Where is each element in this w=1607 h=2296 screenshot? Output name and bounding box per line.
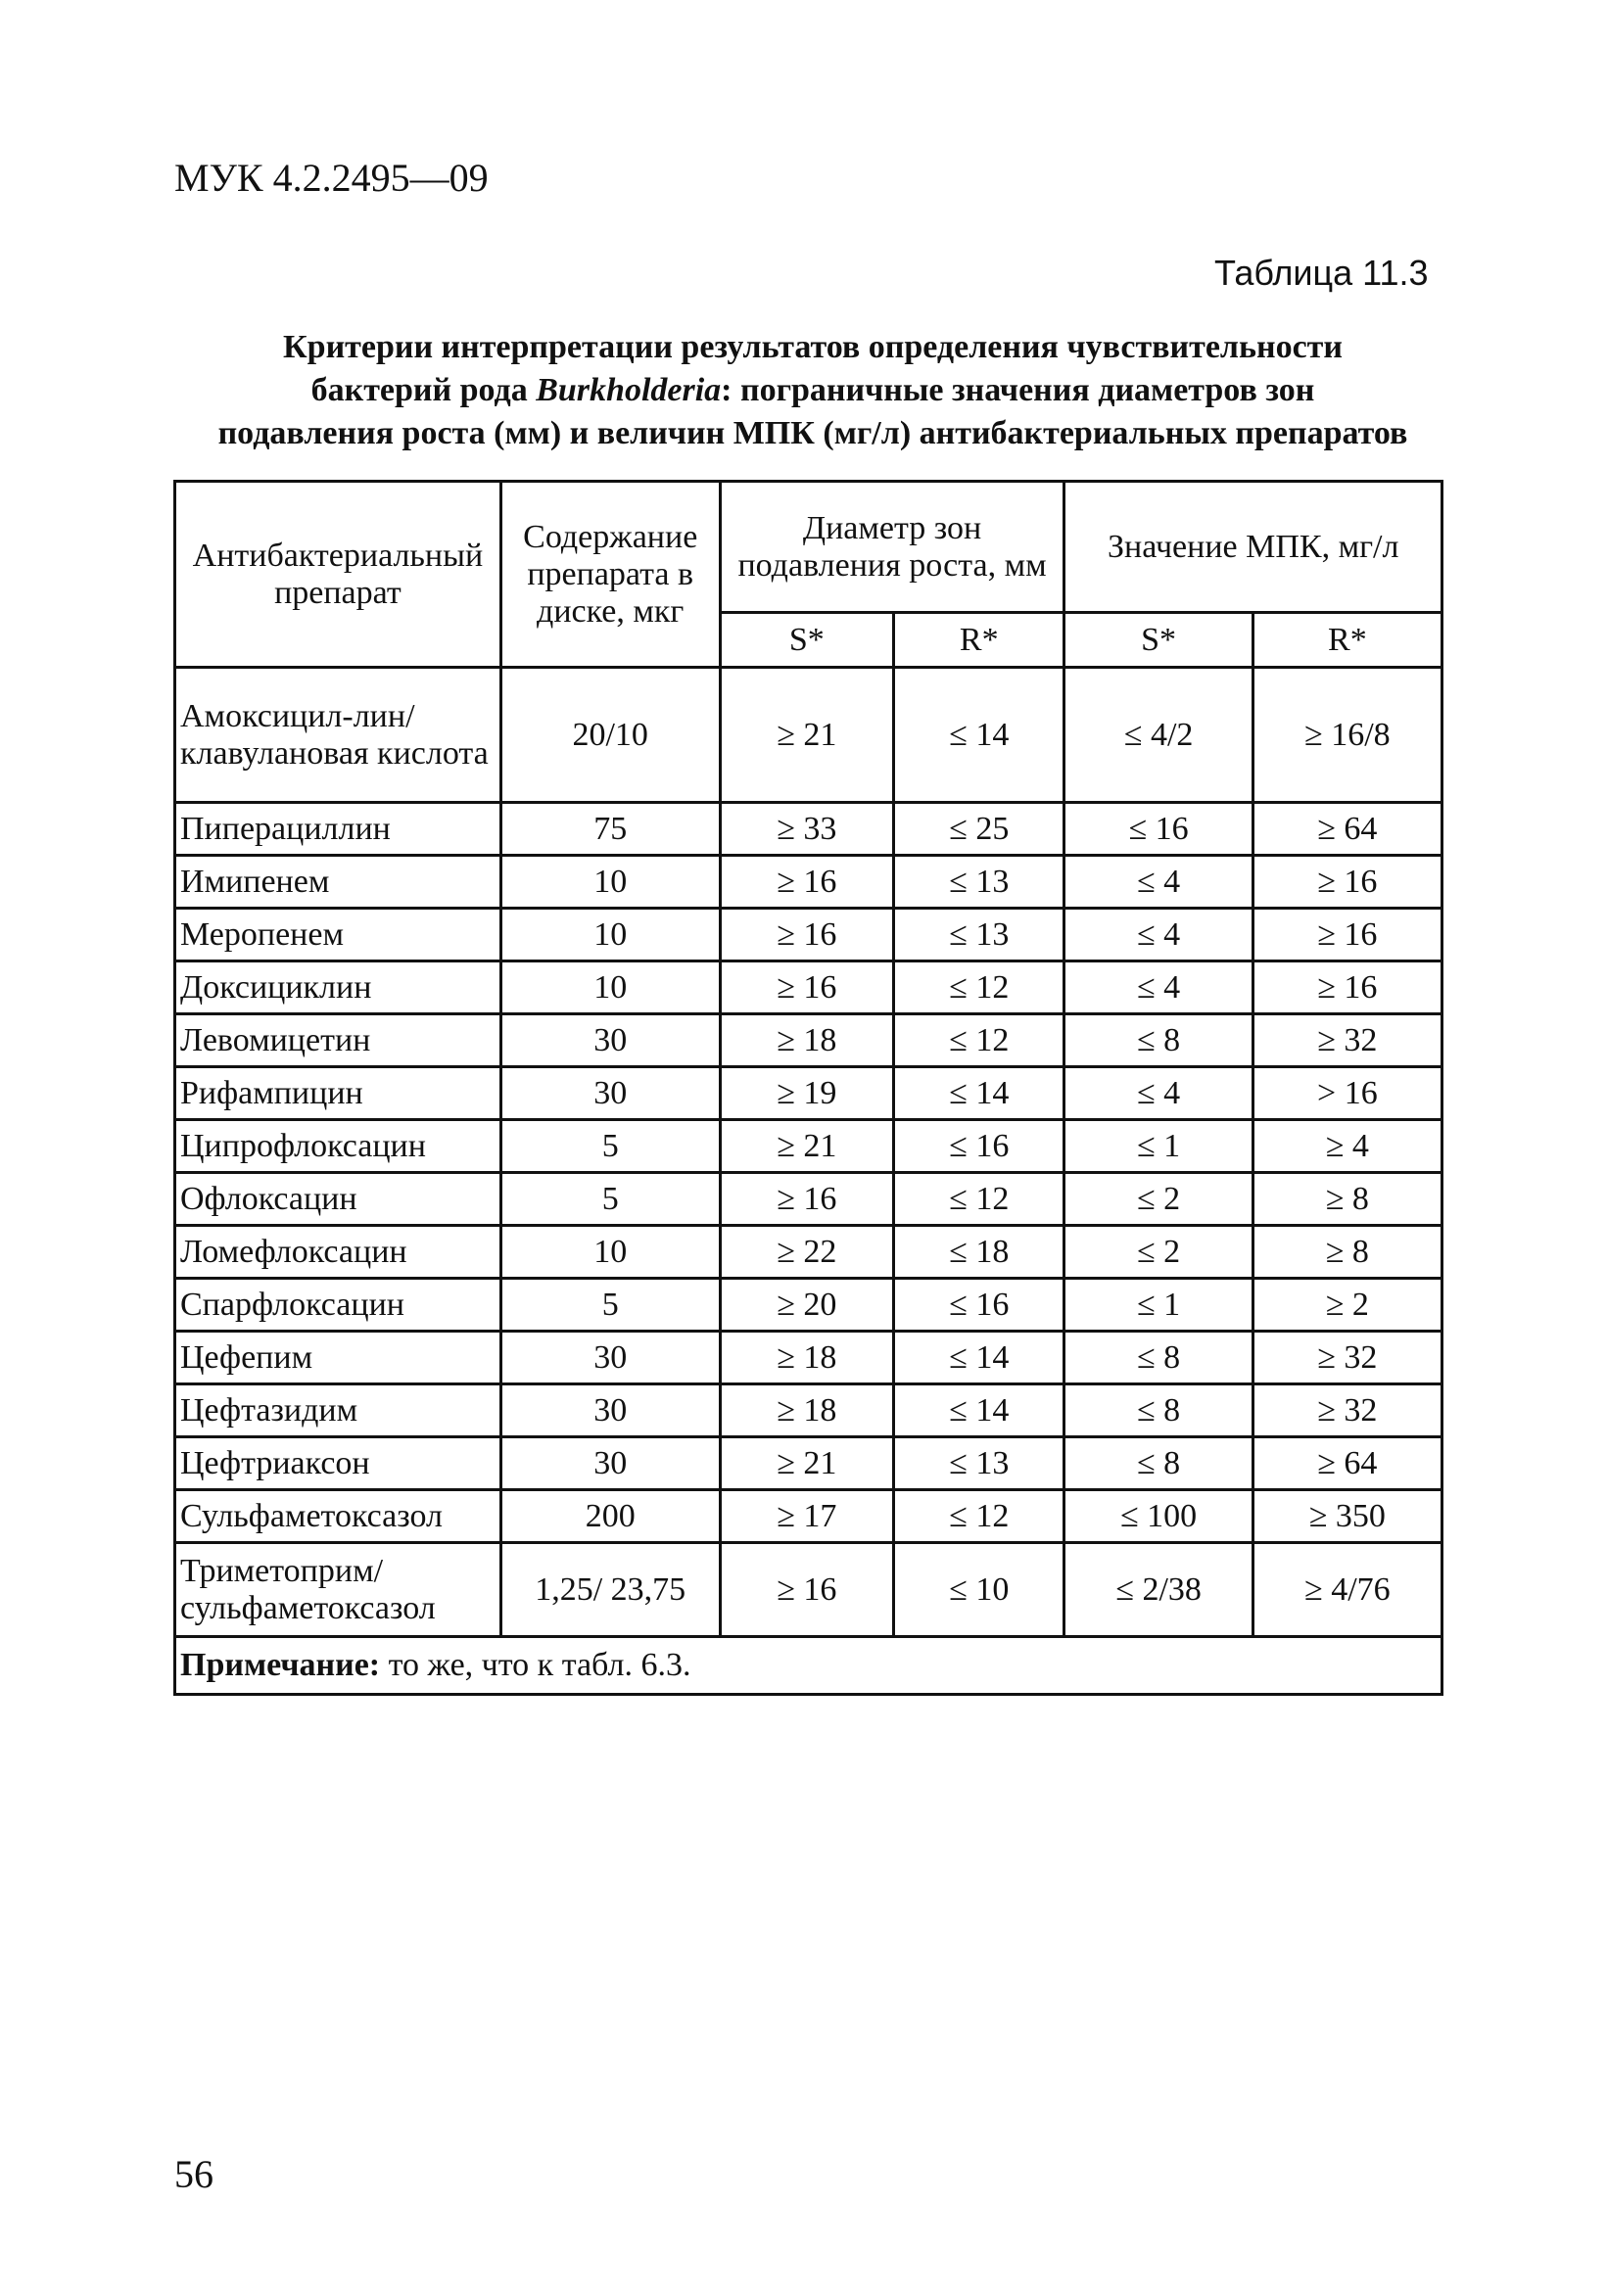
cell-zone-r: ≤ 12 xyxy=(894,961,1064,1014)
cell-mic-r: ≥ 64 xyxy=(1253,803,1442,856)
cell-mic-s: ≤ 4/2 xyxy=(1064,668,1253,803)
header-zone-r: R* xyxy=(894,613,1064,668)
cell-mic-s: ≤ 4 xyxy=(1064,856,1253,909)
cell-content: 75 xyxy=(500,803,720,856)
header-mic: Значение МПК, мг/л xyxy=(1064,482,1442,613)
cell-zone-r: ≤ 13 xyxy=(894,909,1064,961)
header-mic-r: R* xyxy=(1253,613,1442,668)
cell-zone-r: ≤ 13 xyxy=(894,1437,1064,1490)
cell-mic-s: ≤ 8 xyxy=(1064,1332,1253,1384)
caption-line-2 xyxy=(157,369,1469,412)
cell-mic-s: ≤ 8 xyxy=(1064,1384,1253,1437)
cell-zone-s: ≥ 16 xyxy=(720,909,893,961)
cell-drug: Цефтриаксон xyxy=(175,1437,501,1490)
cell-zone-s: ≥ 18 xyxy=(720,1384,893,1437)
cell-zone-s: ≥ 16 xyxy=(720,856,893,909)
table-row xyxy=(175,1543,1442,1637)
cell-content: 10 xyxy=(500,856,720,909)
cell-mic-r: ≥ 2 xyxy=(1253,1279,1442,1332)
cell-content: 30 xyxy=(500,1332,720,1384)
caption-line-1: Критерии интерпретации результатов определения чувствительности xyxy=(283,329,1343,365)
cell-content: 30 xyxy=(500,1014,720,1067)
note-text: то же, что к табл. 6.3. xyxy=(380,1647,691,1683)
table-row xyxy=(175,1226,1442,1279)
cell-mic-s: ≤ 4 xyxy=(1064,909,1253,961)
cell-zone-r: ≤ 14 xyxy=(894,668,1064,803)
cell-zone-r: ≤ 16 xyxy=(894,1120,1064,1173)
caption-line-2-end: : пограничные значения диаметров зон xyxy=(721,372,1315,408)
cell-content: 1,25/ 23,75 xyxy=(500,1543,720,1637)
cell-mic-r: ≥ 350 xyxy=(1253,1490,1442,1543)
cell-zone-s: ≥ 18 xyxy=(720,1014,893,1067)
table-row xyxy=(175,1173,1442,1226)
cell-zone-s: ≥ 20 xyxy=(720,1279,893,1332)
cell-zone-s: ≥ 16 xyxy=(720,961,893,1014)
table-row xyxy=(175,668,1442,803)
cell-mic-r: ≥ 32 xyxy=(1253,1384,1442,1437)
cell-drug: Амоксицил-лин/клавулановая кислота xyxy=(175,668,501,803)
table-row xyxy=(175,909,1442,961)
cell-zone-r: ≤ 12 xyxy=(894,1014,1064,1067)
criteria-table xyxy=(173,480,1443,1696)
cell-mic-r: ≥ 16 xyxy=(1253,961,1442,1014)
cell-mic-r: ≥ 64 xyxy=(1253,1437,1442,1490)
cell-zone-r: ≤ 14 xyxy=(894,1332,1064,1384)
cell-zone-s: ≥ 17 xyxy=(720,1490,893,1543)
cell-content: 30 xyxy=(500,1437,720,1490)
table-row xyxy=(175,1279,1442,1332)
cell-zone-s: ≥ 19 xyxy=(720,1067,893,1120)
table-number: Таблица 11.3 xyxy=(1214,253,1429,293)
cell-drug: Триметоприм/ сульфаметоксазол xyxy=(175,1543,501,1637)
cell-mic-r: ≥ 32 xyxy=(1253,1332,1442,1384)
cell-mic-s: ≤ 4 xyxy=(1064,1067,1253,1120)
cell-zone-r: ≤ 12 xyxy=(894,1490,1064,1543)
caption-line-2-start: бактерий рода xyxy=(310,372,537,408)
cell-zone-s: ≥ 16 xyxy=(720,1543,893,1637)
cell-drug: Цефепим xyxy=(175,1332,501,1384)
cell-zone-r: ≤ 14 xyxy=(894,1067,1064,1120)
header-drug: Антибактериальный препарат xyxy=(175,482,501,668)
cell-mic-s: ≤ 4 xyxy=(1064,961,1253,1014)
cell-content: 10 xyxy=(500,909,720,961)
cell-zone-s: ≥ 21 xyxy=(720,1120,893,1173)
cell-content: 5 xyxy=(500,1279,720,1332)
cell-content: 10 xyxy=(500,961,720,1014)
cell-zone-s: ≥ 21 xyxy=(720,1437,893,1490)
cell-zone-r: ≤ 18 xyxy=(894,1226,1064,1279)
cell-drug: Офлоксацин xyxy=(175,1173,501,1226)
cell-drug: Левомицетин xyxy=(175,1014,501,1067)
table-row xyxy=(175,1067,1442,1120)
cell-mic-s: ≤ 2/38 xyxy=(1064,1543,1253,1637)
cell-mic-s: ≤ 100 xyxy=(1064,1490,1253,1543)
cell-zone-r: ≤ 14 xyxy=(894,1384,1064,1437)
cell-mic-r: ≥ 16 xyxy=(1253,909,1442,961)
table-row xyxy=(175,1120,1442,1173)
cell-mic-r: > 16 xyxy=(1253,1067,1442,1120)
cell-content: 20/10 xyxy=(500,668,720,803)
cell-mic-s: ≤ 2 xyxy=(1064,1173,1253,1226)
caption-genus: Burkholderia xyxy=(536,372,722,408)
note-label: Примечание: xyxy=(180,1647,381,1683)
header-mic-s: S* xyxy=(1064,613,1253,668)
table-row xyxy=(175,961,1442,1014)
table-note xyxy=(175,1637,1442,1695)
cell-mic-r: ≥ 16/8 xyxy=(1253,668,1442,803)
header-content: Содержание препарата в диске, мкг xyxy=(500,482,720,668)
cell-mic-s: ≤ 16 xyxy=(1064,803,1253,856)
cell-drug: Пиперациллин xyxy=(175,803,501,856)
cell-zone-s: ≥ 16 xyxy=(720,1173,893,1226)
cell-zone-r: ≤ 12 xyxy=(894,1173,1064,1226)
table-row xyxy=(175,1332,1442,1384)
cell-content: 5 xyxy=(500,1173,720,1226)
cell-drug: Меропенем xyxy=(175,909,501,961)
cell-drug: Спарфлоксацин xyxy=(175,1279,501,1332)
cell-drug: Имипенем xyxy=(175,856,501,909)
cell-zone-s: ≥ 18 xyxy=(720,1332,893,1384)
cell-zone-s: ≥ 33 xyxy=(720,803,893,856)
cell-mic-s: ≤ 8 xyxy=(1064,1014,1253,1067)
cell-zone-s: ≥ 22 xyxy=(720,1226,893,1279)
cell-zone-r: ≤ 16 xyxy=(894,1279,1064,1332)
cell-zone-r: ≤ 25 xyxy=(894,803,1064,856)
table-row xyxy=(175,1014,1442,1067)
cell-mic-r: ≥ 8 xyxy=(1253,1226,1442,1279)
cell-drug: Доксициклин xyxy=(175,961,501,1014)
cell-zone-r: ≤ 13 xyxy=(894,856,1064,909)
cell-zone-r: ≤ 10 xyxy=(894,1543,1064,1637)
cell-content: 30 xyxy=(500,1384,720,1437)
table-row xyxy=(175,1384,1442,1437)
caption-line-3: подавления роста (мм) и величин МПК (мг/л) антибактериальных препаратов xyxy=(217,415,1408,451)
cell-content: 30 xyxy=(500,1067,720,1120)
cell-content: 5 xyxy=(500,1120,720,1173)
cell-drug: Сульфаметоксазол xyxy=(175,1490,501,1543)
note-row xyxy=(175,1637,1442,1695)
page-number: 56 xyxy=(174,2152,213,2196)
document-code: МУК 4.2.2495—09 xyxy=(174,156,489,200)
cell-mic-r: ≥ 8 xyxy=(1253,1173,1442,1226)
header-zone-diameter: Диаметр зон подавления роста, мм xyxy=(720,482,1064,613)
cell-content: 200 xyxy=(500,1490,720,1543)
cell-drug: Ципрофлоксацин xyxy=(175,1120,501,1173)
cell-mic-s: ≤ 1 xyxy=(1064,1279,1253,1332)
cell-drug: Рифампицин xyxy=(175,1067,501,1120)
cell-content: 10 xyxy=(500,1226,720,1279)
cell-mic-s: ≤ 2 xyxy=(1064,1226,1253,1279)
cell-mic-r: ≥ 32 xyxy=(1253,1014,1442,1067)
header-zone-s: S* xyxy=(720,613,893,668)
cell-mic-r: ≥ 16 xyxy=(1253,856,1442,909)
cell-drug: Цефтазидим xyxy=(175,1384,501,1437)
table-row xyxy=(175,803,1442,856)
cell-drug: Ломефлоксацин xyxy=(175,1226,501,1279)
cell-mic-r: ≥ 4 xyxy=(1253,1120,1442,1173)
cell-mic-r: ≥ 4/76 xyxy=(1253,1543,1442,1637)
cell-mic-s: ≤ 8 xyxy=(1064,1437,1253,1490)
table-row xyxy=(175,1490,1442,1543)
table-caption xyxy=(157,326,1469,455)
cell-zone-s: ≥ 21 xyxy=(720,668,893,803)
table-row xyxy=(175,856,1442,909)
table-row xyxy=(175,1437,1442,1490)
cell-mic-s: ≤ 1 xyxy=(1064,1120,1253,1173)
